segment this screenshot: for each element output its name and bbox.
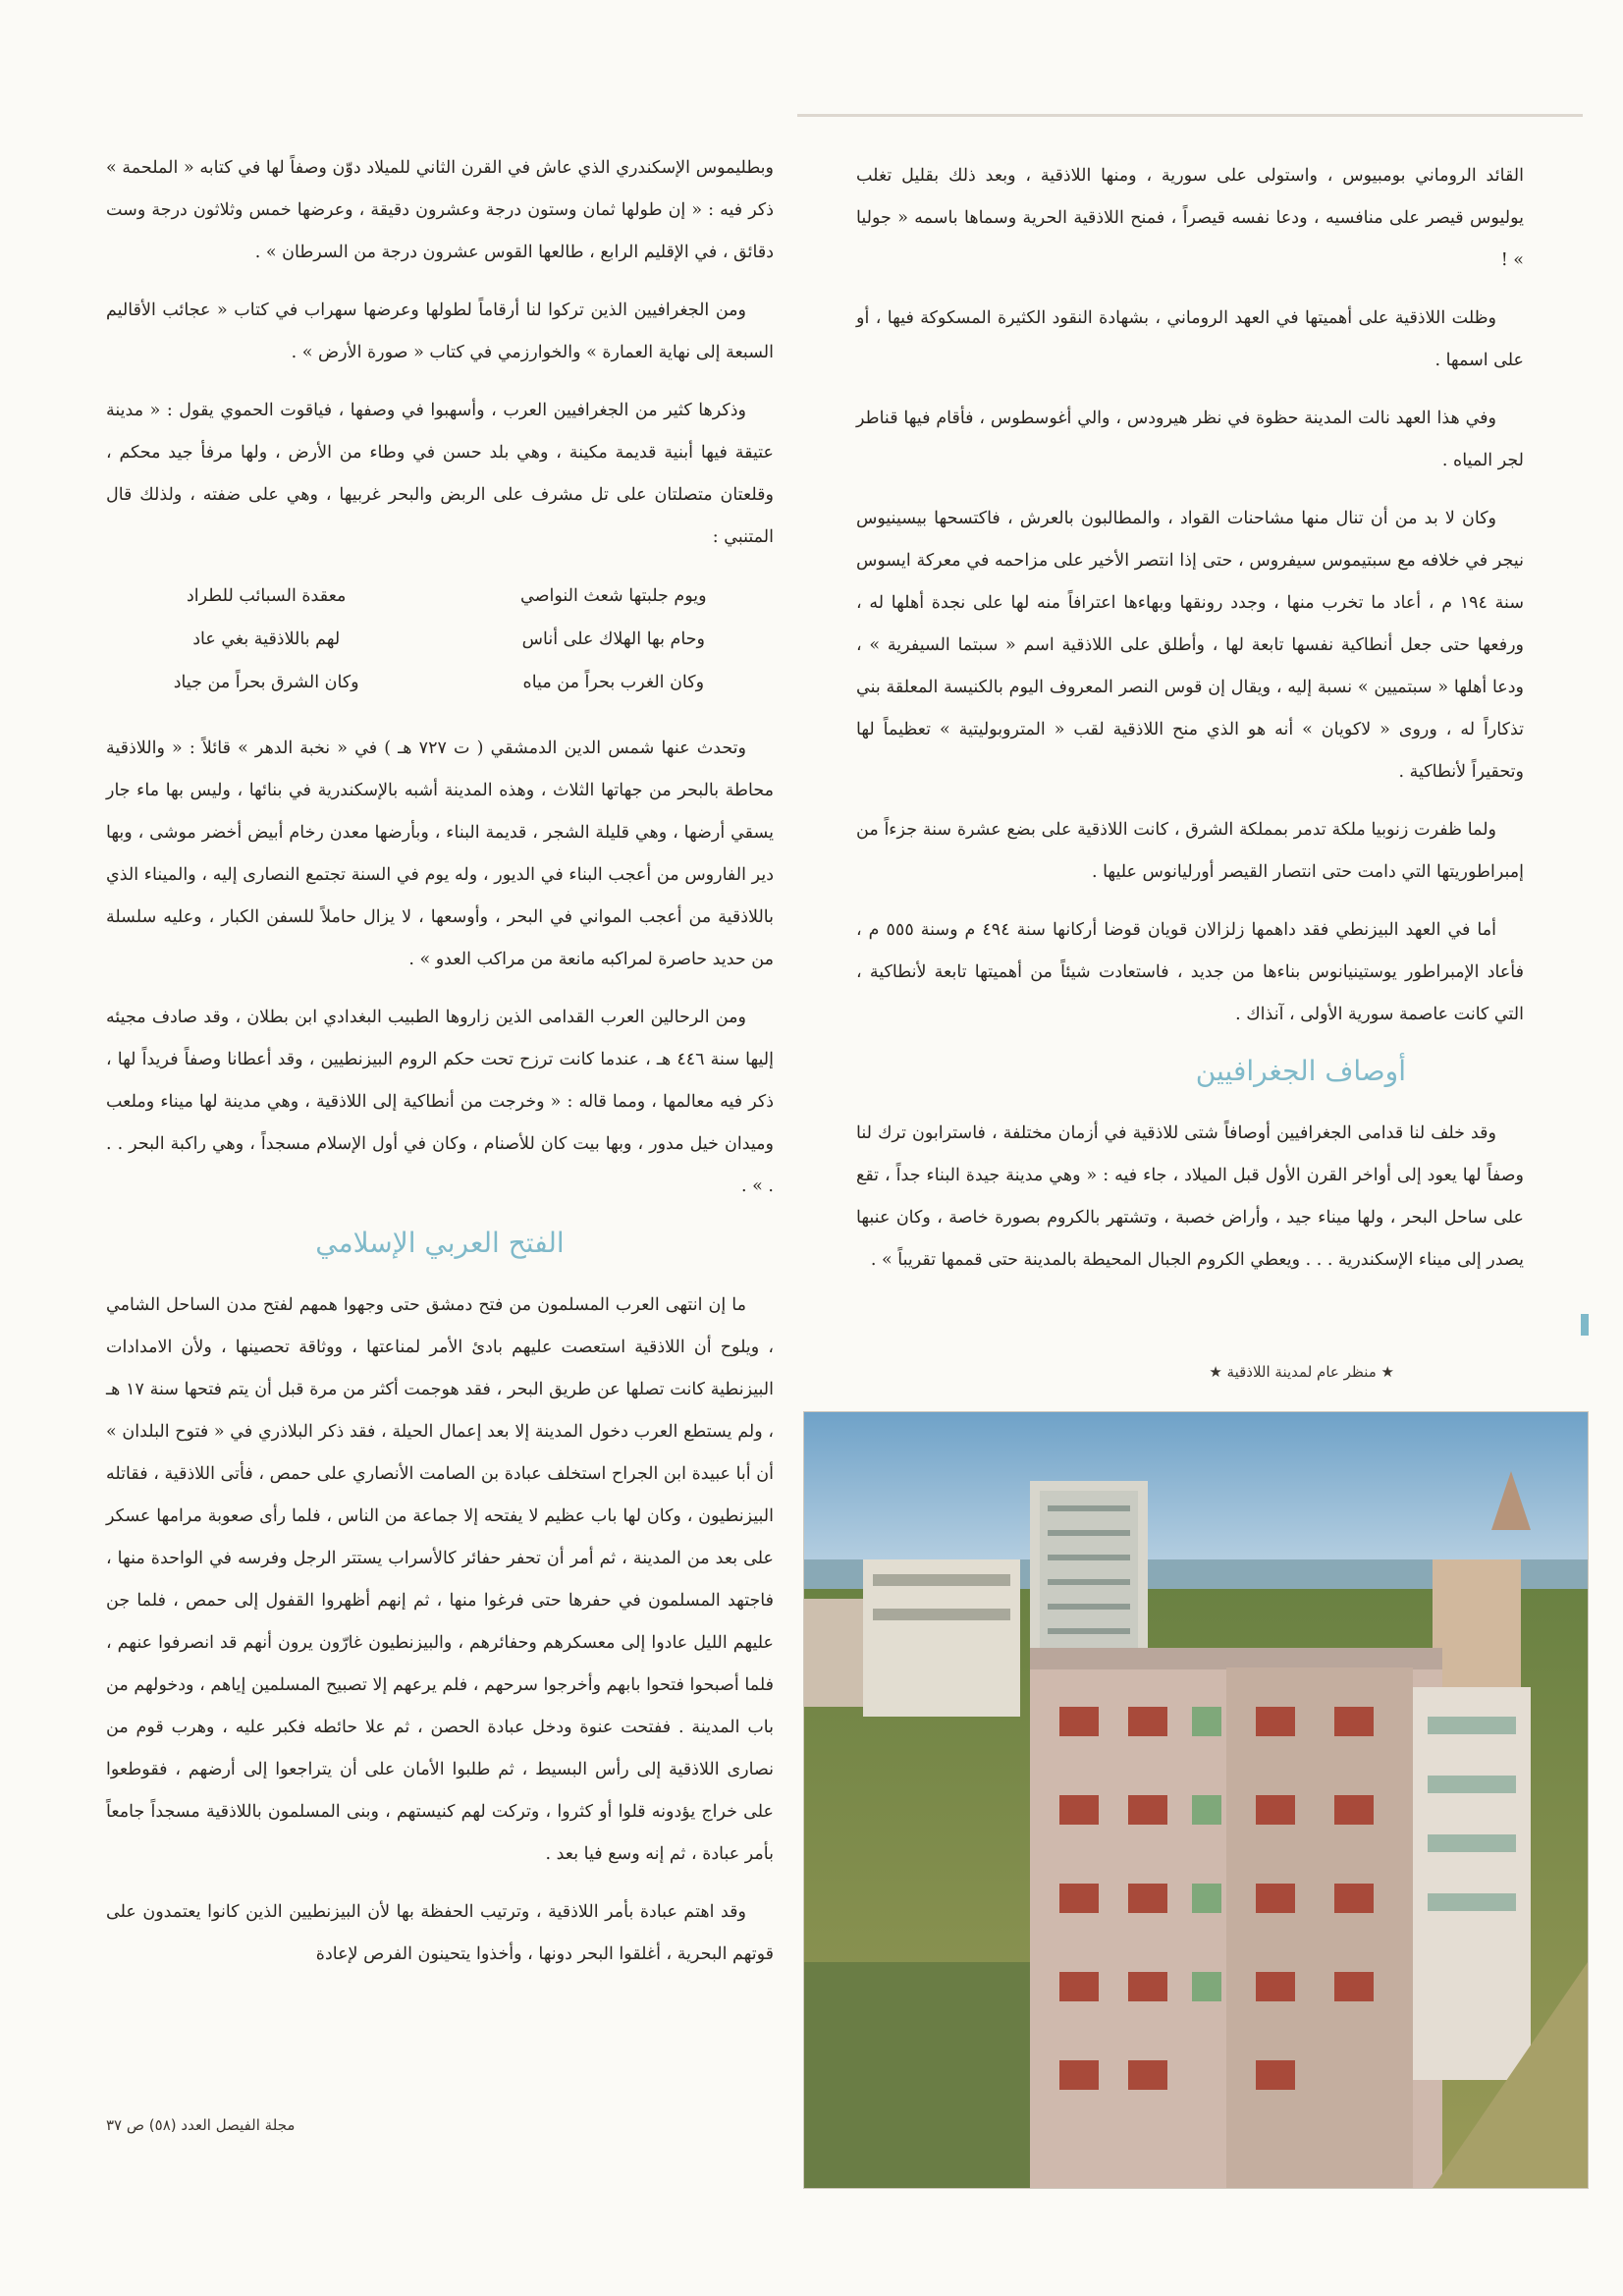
paragraph: وكان لا بد من أن تنال منها مشاحنات القواد ، والمطالبون بالعرش ، فاكتسحها بيسينيوس نيجر في خلافه مع سبتيموس سيفروس ، حتى إذا انتصر الأخير على مزاحمه في معركة ايسوس سنة ١٩٤ م ، أعاد ما تخرب منها ، وجدد رونقها وبهاءها اعترافاً منه لها على نجدة أهلها له ، ورفعها حتى جعل أنطاكية نفسها تابعة لها ، وأطلق على اللاذقية اسم « سبتما السيفرية » ، ودعا أهلها « سبتميين » نسبة إليه ، ويقال إن قوس النصر المعروف اليوم بالكنيسة المعلقة بني تذكاراً له ، وروى « لاكويان » أنه هو الذي منح اللاذقية لقب « المتروبوليتية » تعظيماً لها وتحقيراً لأنطاكية . [856, 509, 1524, 782]
photo-caption: ★ منظر عام لمدينة اللاذقية ★ [1209, 1363, 1394, 1381]
paragraph: أما في العهد البيزنطي فقد داهمها زلزالان قويان قوضا أركانها سنة ٤٩٤ م وسنة ٥٥٥ م ، فأعاد الإمبراطور يوستينيانوس بناءها من جديد ، فاستعادت شيئاً من أهميتها تابعة لأنطاكية ، التي كانت عاصمة سورية الأولى ، آنذاك . [856, 920, 1524, 1024]
poem-hemistich: ويوم جلبتها شعث النواصي [520, 586, 707, 606]
top-rule [797, 114, 1583, 117]
right-column [856, 155, 1524, 1297]
paragraph: وظلت اللاذقية على أهميتها في العهد الروماني ، بشهادة النقود الكثيرة المسكوكة فيها ، أو على اسمها . [856, 308, 1524, 370]
margin-mark [1581, 1314, 1589, 1336]
paragraph: وتحدث عنها شمس الدين الدمشقي ( ت ٧٢٧ هـ ) في « نخبة الدهر » قائلاً : « واللاذقية محاطة بالبحر من جهاتها الثلاث ، وهذه المدينة أشبه بالإسكندرية في بنائها ، وليس بها ماء جار يسقي أرضها ، وهي قليلة الشجر ، قديمة البناء ، وبأرضها معدن رخام أبيض أخضر موشى ، وبها دير الفاروس من أعجب البناء في الديور ، وله يوم في السنة تجتمع النصارى إليه ، والميناء الذي باللاذقية من أعجب المواني في البحر ، وأوسعها ، لا يزال حاملاً للسفن الكبار ، وعليه سلسلة من حديد حاصرة لمراكبه مانعة من مراكب العدو » . [106, 738, 774, 969]
paragraph: وقد اهتم عبادة بأمر اللاذقية ، وترتيب الحفظة بها لأن البيزنطيين الذين كانوا يعتمدون على قوتهم البحرية ، أغلقوا البحر دونها ، وأخذوا يتحينون الفرص لإعادة [106, 1902, 774, 1964]
paragraph: وقد خلف لنا قدامى الجغرافيين أوصافاً شتى للاذقية في أزمان مختلفة ، فاسترابون ترك لنا وصفاً لها يعود إلى أواخر القرن الأول قبل الميلاد ، جاء فيه : « وهي مدينة جيدة البناء جداً ، تقع على ساحل البحر ، ولها ميناء جيد ، وأراض خصبة ، وتشتهر بالكروم بصورة خاصة ، وكان عنبها يصدر إلى ميناء الإسكندرية . . . ويعطي الكروم الجبال المحيطة بالمدينة حتى قممها تقريباً » . [856, 1123, 1524, 1270]
paragraph: القائد الروماني بومبيوس ، واستولى على سورية ، ومنها اللاذقية ، وبعد ذلك بقليل تغلب يوليوس قيصر على منافسيه ، ودعا نفسه قيصراً ، فمنح اللاذقية الحرية وسماها باسمه « جوليا » ! [856, 166, 1524, 270]
poem-verse [106, 574, 774, 618]
paragraph: وفي هذا العهد نالت المدينة حظوة في نظر هيرودس ، والي أغوسطوس ، فأقام فيها قناطر لجر المياه . [856, 409, 1524, 470]
page-footer: مجلة الفيصل العدد (٥٨) ص ٣٧ [106, 2116, 296, 2134]
poem [106, 574, 774, 704]
poem-verse [106, 618, 774, 661]
left-column [106, 147, 774, 1992]
poem-hemistich: وكان الشرق بحراً من جياد [173, 673, 359, 692]
paragraph: وبطليموس الإسكندري الذي عاش في القرن الثاني للميلاد دوّن وصفاً لها في كتابه « الملحمة » ذكر فيه : « إن طولها ثمان وستون درجة وعشرون دقيقة ، وعرضها خمس وثلاثون درجة وست دقائق ، في الإقليم الرابع ، طالعها القوس عشرون درجة من السرطان » . [106, 158, 774, 262]
paragraph: ومن الجغرافيين الذين تركوا لنا أرقاماً لطولها وعرضها سهراب في كتاب « عجائب الأقاليم السبعة إلى نهاية العمارة » والخوارزمي في كتاب « صورة الأرض » . [106, 301, 774, 362]
paragraph: وذكرها كثير من الجغرافيين العرب ، وأسهبوا في وصفها ، فياقوت الحموي يقول : « مدينة عتيقة فيها أبنية قديمة مكينة ، وهي بلد حسن في وطاء من الأرض ، ولها مرفأ جيد محكم ، وقلعتان متصلتان على تل مشرف على الربض والبحر غربيها ، وهي على ضفته ، ولذلك قال المتنبي : [106, 401, 774, 547]
section-heading-conquest: الفتح العربي الإسلامي [315, 1227, 565, 1259]
poem-hemistich: وحام بها الهلاك على أناس [521, 629, 705, 649]
section-heading-geographers: أوصاف الجغرافيين [1195, 1055, 1406, 1087]
poem-verse [106, 661, 774, 704]
paragraph: ما إن انتهى العرب المسلمون من فتح دمشق حتى وجهوا همهم لفتح مدن الساحل الشامي ، ويلوح أن اللاذقية استعصت عليهم بادئ الأمر لمناعتها ، ووثاقة تحصينها ، ولأن الامدادات البيزنطية كانت تصلها عن طريق البحر ، فقد هوجمت أكثر من مرة قبل أن يتم فتحها سنة ١٧ هـ ، ولم يستطع العرب دخول المدينة إلا بعد إعمال الحيلة ، فقد ذكر البلاذري في « فتوح البلدان » أن أبا عبيدة ابن الجراح استخلف عبادة بن الصامت الأنصاري على حمص ، فأتى اللاذقية ، فقاتله البيزنطيون ، وكان لها باب عظيم لا يفتحه إلا جماعة من الناس ، فلما رأى صعوبة مرامها عسكر على بعد من المدينة ، ثم أمر أن تحفر حفائر كالأسراب يستتر الرجل وفرسه في الواحدة منها ، فاجتهد المسلمون في حفرها حتى فرغوا منها ، ثم إنهم أظهروا القفول إلى حمص ، فلما جن عليهم الليل عادوا إلى معسكرهم وحفائرهم ، والبيزنطيون غارّون يرون أنهم قد انصرفوا عنهم ، فلما أصبحوا فتحوا بابهم وأخرجوا سرحهم ، فلم يرعهم إلا تصبيح المسلمين إياهم ، ودخولهم من باب المدينة . ففتحت عنوة ودخل عبادة الحصن ، ثم علا حائطه فكبر عليه ، وهرب قوم من نصارى اللاذقية إلى رأس البسيط ، ثم طلبوا الأمان على أن يتراجعوا إلى أرضهم ، فقوطعوا على خراج يؤدونه قلوا أو كثروا ، وتركت لهم كنيستهم ، وبنى المسلمون باللاذقية مسجداً جامعاً بأمر عبادة ، ثم إنه وسع فيا بعد . [106, 1295, 775, 1864]
paragraph: ومن الرحالين العرب القدامى الذين زاروها الطبيب البغدادي ابن بطلان ، وقد صادف مجيئه إليها سنة ٤٤٦ هـ ، عندما كانت ترزح تحت حكم الروم البيزنطيين ، وقد أعطانا وصفاً فريداً لها ، ذكر فيه معالمها ، ومما قاله : « وخرجت من أنطاكية إلى اللاذقية ، وهي مدينة لها ميناء وملعب وميدان خيل مدور ، وبها بيت كان للأصنام ، وكان في أول الإسلام مسجداً ، وهي راكبة البحر . . . » . [106, 1008, 774, 1196]
poem-hemistich: معقدة السبائب للطراد [186, 586, 347, 606]
poem-hemistich: لهم باللاذقية بغي عاد [192, 629, 341, 649]
city-photo [803, 1411, 1589, 2189]
paragraph: ولما ظفرت زنوبيا ملكة تدمر بمملكة الشرق ، كانت اللاذقية على بضع عشرة سنة جزءاً من إمبراطوريتها التي دامت حتى انتصار القيصر أورليانوس عليها . [856, 820, 1524, 882]
poem-hemistich: وكان الغرب بحراً من مياه [522, 673, 705, 692]
